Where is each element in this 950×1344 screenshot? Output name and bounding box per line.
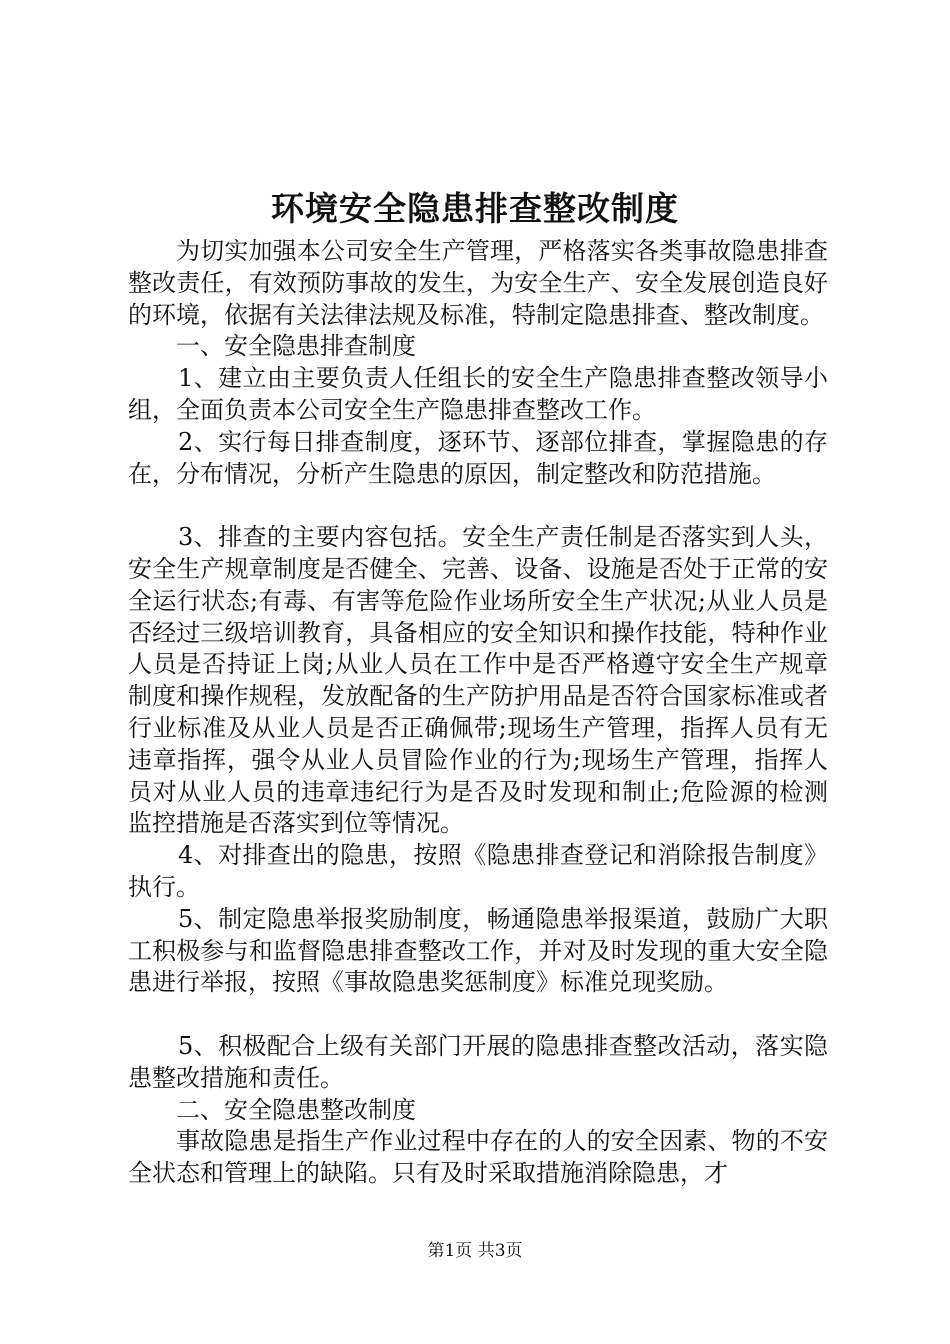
- page-number-footer: 第1页 共3页: [427, 1241, 523, 1261]
- document-title: 环境安全隐患排查整改制度: [271, 189, 679, 228]
- clause-1: 1、建立由主要负责人任组长的安全生产隐患排查整改领导小组，全面负责本公司安全生产隐患排查整改工作。: [128, 364, 828, 424]
- section-heading-inspection: 一、安全隐患排查制度: [176, 332, 416, 361]
- clause-4: 4、对排查出的隐患，按照《隐患排查登记和消除报告制度》执行。: [128, 841, 828, 901]
- clause-5-cooperate: 5、积极配合上级有关部门开展的隐患排查整改活动，落实隐患整改措施和责任。: [128, 1031, 828, 1092]
- rectification-paragraph: 事故隐患是指生产作业过程中存在的人的安全因素、物的不安全状态和管理上的缺陷。只有及时采取措施消除隐患，才: [128, 1127, 828, 1188]
- clause-2: 2、实行每日排查制度，逐环节、逐部位排查，掌握隐患的存在，分布情况，分析产生隐患的原因，制定整改和防范措施。: [128, 427, 828, 488]
- document-body: [128, 236, 828, 1190]
- clause-3: 3、排查的主要内容包括。安全生产责任制是否落实到人头，安全生产规章制度是否健全、完善、设备、设施是否处于正常的安全运行状态;有毒、有害等危险作业场所安全生产状况;从业人员是否经过三级培训教育，具备相应的安全知识和操作技能，特种作业人员是否持证上岗;从业人员在工作中是否严格遵守安全生产规章制度和操作规程，发放配备的生产防护用品是否符合国家标准或者行业标准及从业人员是否正确佩带;现场生产管理，指挥人员有无违章指挥，强令从业人员冒险作业的行为;现场生产管理，指挥人员对从业人员的违章违纪行为是否及时发现和制止;危险源的检测监控措施是否落实到位等情况。: [128, 523, 828, 838]
- clause-5-reward: 5、制定隐患举报奖励制度，畅通隐患举报渠道，鼓励广大职工积极参与和监督隐患排查整改工作，并对及时发现的重大安全隐患进行举报，按照《事故隐患奖惩制度》标准兑现奖励。: [128, 904, 828, 997]
- intro-paragraph: 为切实加强本公司安全生产管理，严格落实各类事故隐患排查整改责任，有效预防事故的发生，为安全生产、安全发展创造良好的环境，依据有关法律法规及标准，特制定隐患排查、整改制度。: [128, 237, 828, 329]
- section-heading-rectification: 二、安全隐患整改制度: [176, 1095, 416, 1124]
